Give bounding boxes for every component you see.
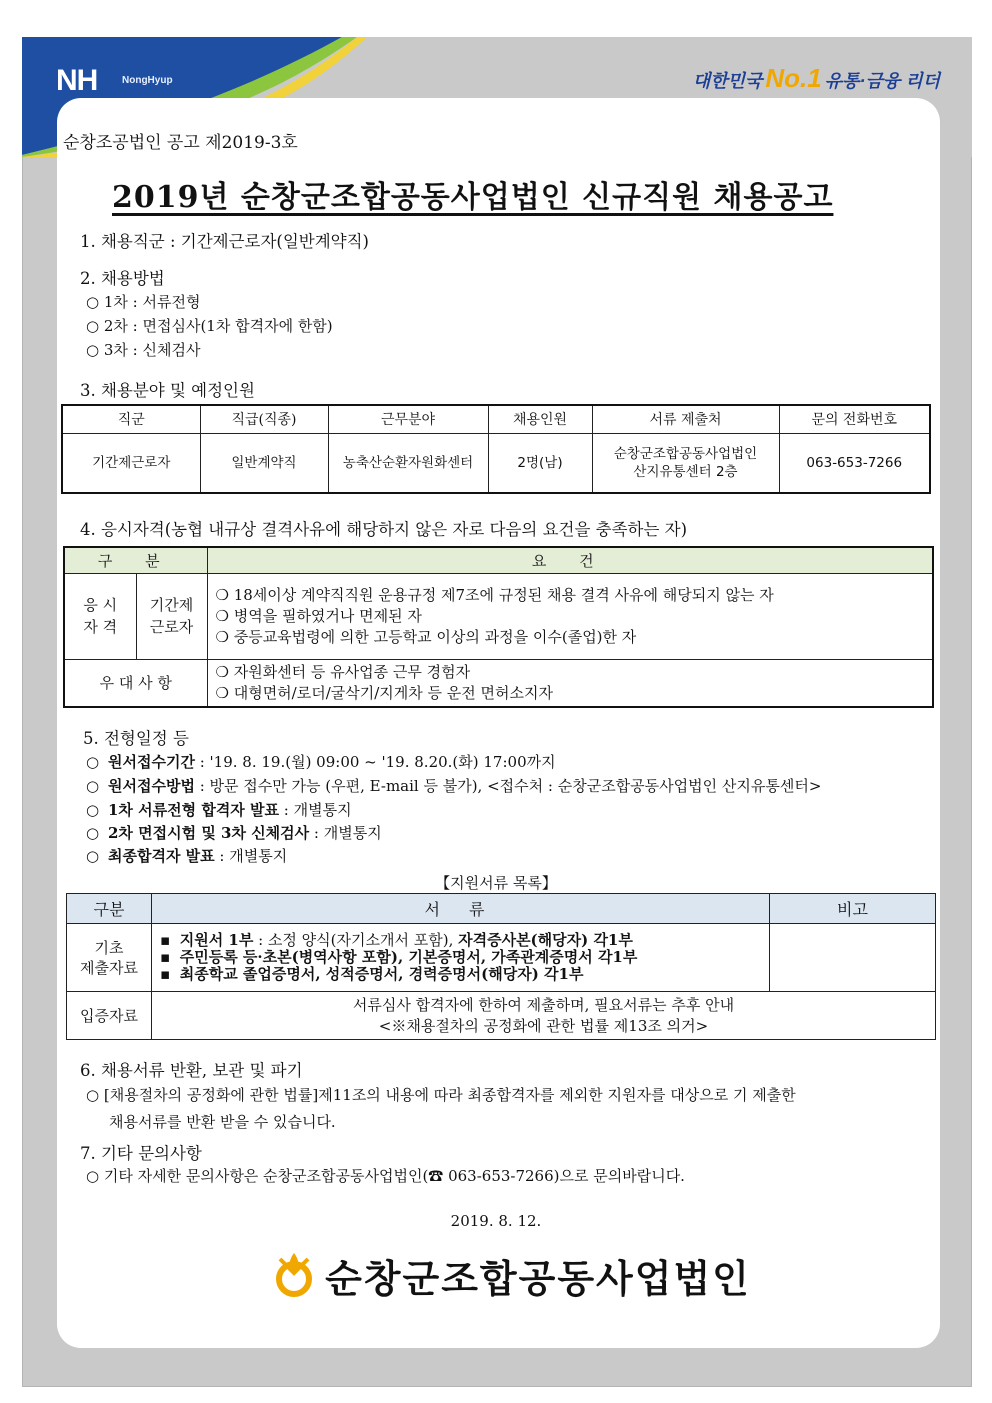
document-item bbox=[160, 966, 761, 983]
section4-title: 4. 응시자격(농협 내규상 결격사유에 해당하지 않은 자로 다음의 요건을 충족하는 자) bbox=[80, 520, 688, 539]
row-label-line: 제출자료 bbox=[80, 958, 138, 977]
schedule-item-label: 원서접수기간 bbox=[108, 753, 195, 771]
bullet-icon: ○ bbox=[86, 777, 100, 795]
slogan-left: 대한민국 bbox=[692, 71, 763, 91]
section3-title: 3. 채용분야 및 예정인원 bbox=[80, 381, 255, 400]
page-title: 2019년 순창군조합공동사업법인 신규직원 채용공고 bbox=[112, 180, 834, 215]
table-header-cell: 채용인원 bbox=[488, 405, 592, 433]
row-label-line: 기초 bbox=[94, 938, 124, 957]
bullet-icon: ○ bbox=[86, 824, 100, 842]
row-label-line: 근로자 bbox=[149, 618, 194, 636]
schedule-item-value: : 개별통지 bbox=[309, 824, 382, 842]
section6-line: 채용서류를 반환 받을 수 있습니다. bbox=[109, 1113, 336, 1131]
submission-place-line: 순창군조합공동사업법인 bbox=[613, 445, 758, 462]
proof-note-line: <※채용절차의 공정화에 관한 법률 제13조 의거> bbox=[378, 1016, 709, 1035]
table-cell bbox=[152, 924, 770, 992]
table-cell-note bbox=[770, 924, 936, 992]
document-item bbox=[160, 949, 761, 966]
section7-line: ○ 기타 자세한 문의사항은 순창군조합공동사업법인(☎ 063-653-7266)으로 문의바랍니다. bbox=[86, 1167, 685, 1185]
table-cell: 입증자료 bbox=[67, 992, 152, 1040]
document-item-bold: 주민등록 등·초본(병역사항 포함), 기본증명서, 가족관계증명서 각1부 bbox=[179, 948, 638, 966]
schedule-item-value: : 개별통지 bbox=[279, 801, 352, 819]
bullet-icon: ○ bbox=[86, 801, 100, 819]
schedule-item-label: 2차 면접시험 및 3차 신체검사 bbox=[108, 824, 310, 842]
table-cell: 우 대 사 항 bbox=[64, 659, 207, 707]
table-cell: 2명(남) bbox=[488, 433, 592, 493]
table-cell bbox=[67, 924, 152, 992]
section6-line: ○ [채용절차의 공정화에 관한 법률]제11조의 내용에 따라 최종합격자를 제외한 지원자를 대상으로 기 제출한 bbox=[86, 1086, 796, 1104]
schedule-item bbox=[86, 822, 382, 843]
table-header-cell: 비고 bbox=[770, 894, 936, 924]
table-cell bbox=[592, 433, 779, 493]
table-cell bbox=[207, 659, 933, 707]
section6-title: 6. 채용서류 반환, 보관 및 파기 bbox=[80, 1061, 303, 1080]
slogan-no1: No.1 bbox=[765, 63, 822, 93]
document-item-text: : 소정 양식(자기소개서 포함), bbox=[253, 931, 459, 949]
schedule-item-value: : '19. 8. 19.(월) 09:00 ~ '19. 8.20.(화) 17:00까지 bbox=[194, 753, 556, 771]
document-item-bold: 최종학교 졸업증명서, 성적증명서, 경력증명서(해당자) 각1부 bbox=[179, 965, 584, 983]
organization-name: 순창군조합공동사업법인 bbox=[325, 1256, 751, 1301]
document-item-bold: 지원서 1부 bbox=[179, 931, 254, 949]
schedule-item-label: 1차 서류전형 합격자 발표 bbox=[108, 801, 280, 819]
document-item-bold: 자격증사본(해당자) 각1부 bbox=[458, 931, 633, 949]
table-cell: 063-653-7266 bbox=[779, 433, 930, 493]
table-row bbox=[62, 433, 930, 493]
table-header-cell: 구 분 bbox=[64, 547, 207, 573]
document-item bbox=[160, 932, 761, 949]
table-header-cell: 요 건 bbox=[207, 547, 933, 573]
section7-title: 7. 기타 문의사항 bbox=[80, 1144, 202, 1163]
proof-note-line: 서류심사 합격자에 한하여 제출하며, 필요서류는 추후 안내 bbox=[352, 995, 735, 1014]
requirement-item: ❍ 병역을 필하였거나 면제된 자 bbox=[215, 606, 422, 625]
table-cell: 농축산순환자원화센터 bbox=[328, 433, 488, 493]
table-cell: 기간제근로자 bbox=[62, 433, 200, 493]
requirement-item: ❍ 중등교육법령에 의한 고등학교 이상의 과정을 이수(졸업)한 자 bbox=[215, 627, 637, 646]
table-row bbox=[67, 992, 936, 1040]
section2-title: 2. 채용방법 bbox=[80, 269, 165, 288]
table-row bbox=[67, 924, 936, 992]
section2-item: ○ 3차 : 신체검사 bbox=[86, 341, 201, 359]
schedule-item bbox=[86, 845, 287, 866]
section2-item: ○ 2차 : 면접심사(1차 합격자에 한함) bbox=[86, 317, 333, 335]
bullet-icon: ○ bbox=[86, 753, 100, 771]
submission-place-line: 산지유통센터 2층 bbox=[633, 463, 738, 480]
row-label-line: 응 시 bbox=[83, 596, 118, 614]
notice-number: 순창조공법인 공고 제2019-3호 bbox=[63, 133, 298, 153]
nonghyup-emblem-icon bbox=[276, 1251, 312, 1301]
table-cell bbox=[207, 573, 933, 659]
table-header-cell: 근무분야 bbox=[328, 405, 488, 433]
table-header-row bbox=[64, 547, 933, 573]
table-header-cell: 문의 전화번호 bbox=[779, 405, 930, 433]
square-bullet-icon: ▪ bbox=[160, 948, 171, 966]
table-header-cell: 직군 bbox=[62, 405, 200, 433]
square-bullet-icon: ▪ bbox=[160, 931, 171, 949]
table-row bbox=[64, 659, 933, 707]
bullet-icon: ○ bbox=[86, 847, 100, 865]
square-bullet-icon: ▪ bbox=[160, 965, 171, 983]
requirement-item: ❍ 자원화센터 등 유사업종 근무 경험자 bbox=[215, 662, 471, 681]
table-header-row bbox=[62, 405, 930, 433]
organization-signature bbox=[276, 1248, 751, 1303]
table-header-cell: 서 류 bbox=[152, 894, 770, 924]
table-header-cell: 구분 bbox=[67, 894, 152, 924]
schedule-item-value: : 방문 접수만 가능 (우편, E-mail 등 불가), <접수처 : 순창군조합공동사업법인 산지유통센터> bbox=[194, 777, 822, 795]
table-row bbox=[64, 573, 933, 659]
row-label-line: 자 격 bbox=[83, 618, 118, 636]
nh-logo-subtext: NongHyup bbox=[122, 75, 173, 86]
schedule-item-label: 원서접수방법 bbox=[108, 777, 195, 795]
schedule-item-label: 최종합격자 발표 bbox=[108, 847, 215, 865]
schedule-item bbox=[86, 799, 352, 820]
table-cell bbox=[152, 992, 936, 1040]
table-header-row bbox=[67, 894, 936, 924]
documents-caption: 【지원서류 목록】 bbox=[435, 874, 557, 892]
requirement-item: ❍ 18세이상 계약직직원 운용규정 제7조에 규정된 채용 결격 사유에 해당되지 않는 자 bbox=[215, 585, 774, 604]
section2-item: ○ 1차 : 서류전형 bbox=[86, 293, 201, 311]
section1-title: 1. 채용직군 : 기간제근로자(일반계약직) bbox=[80, 232, 369, 251]
section5-title: 5. 전형일정 등 bbox=[83, 729, 189, 748]
schedule-item-value: : 개별통지 bbox=[214, 847, 288, 865]
nh-logo: NH bbox=[56, 64, 98, 97]
slogan-right: 유통·금융 리더 bbox=[824, 71, 940, 91]
slogan bbox=[693, 63, 940, 94]
table-cell bbox=[64, 573, 136, 659]
schedule-item bbox=[86, 751, 556, 772]
table-cell bbox=[136, 573, 207, 659]
row-label-line: 기간제 bbox=[149, 596, 194, 614]
qualification-table bbox=[63, 546, 934, 708]
recruitment-table bbox=[61, 404, 931, 494]
table-cell: 일반계약직 bbox=[200, 433, 328, 493]
table-header-cell: 직급(직종) bbox=[200, 405, 328, 433]
schedule-item bbox=[86, 775, 821, 796]
notice-date: 2019. 8. 12. bbox=[450, 1212, 542, 1230]
documents-table bbox=[66, 893, 936, 1040]
requirement-item: ❍ 대형면허/로더/굴삭기/지게차 등 운전 면허소지자 bbox=[215, 683, 553, 702]
table-header-cell: 서류 제출처 bbox=[592, 405, 779, 433]
